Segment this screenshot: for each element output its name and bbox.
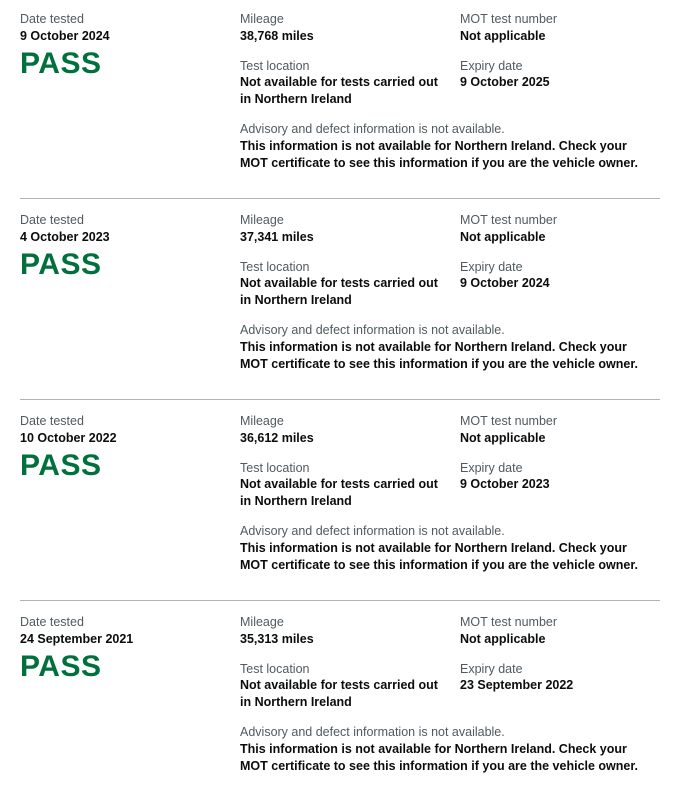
- test-result: PASS: [20, 650, 102, 683]
- mot-test-number-value: Not applicable: [460, 431, 546, 445]
- mileage-label: Mileage: [240, 615, 284, 629]
- expiry-date-value: 23 September 2022: [460, 678, 574, 692]
- date-tested-value: 10 October 2022: [20, 431, 117, 445]
- record-divider: [20, 198, 660, 199]
- test-result: PASS: [20, 47, 102, 80]
- date-tested-value: 4 October 2023: [20, 230, 110, 244]
- expiry-date-label: Expiry date: [460, 59, 523, 73]
- mileage-value: 35,313 miles: [240, 632, 314, 646]
- mot-test-number-label: MOT test number: [460, 213, 558, 227]
- advisory-note: Advisory and defect information is not available.: [240, 122, 505, 136]
- mot-test-number-value: Not applicable: [460, 632, 546, 646]
- test-result: PASS: [20, 449, 102, 482]
- mileage-value: 36,612 miles: [240, 431, 314, 445]
- date-tested-label: Date tested: [20, 12, 84, 26]
- test-location-value: Not available for tests carried out in Northern Ireland: [240, 75, 438, 106]
- mot-test-number-label: MOT test number: [460, 414, 558, 428]
- expiry-date-label: Expiry date: [460, 461, 523, 475]
- date-tested-label: Date tested: [20, 615, 84, 629]
- northern-ireland-info-note: This information is not available for Northern Ireland. Check your MOT certificate to see this information if you are the vehicle owner.: [240, 541, 639, 572]
- mileage-label: Mileage: [240, 414, 284, 428]
- mot-test-number-value: Not applicable: [460, 230, 546, 244]
- date-tested-value: 24 September 2021: [20, 632, 134, 646]
- mot-test-record: [0, 201, 682, 402]
- date-tested-label: Date tested: [20, 213, 84, 227]
- test-location-label: Test location: [240, 461, 310, 475]
- test-location-value: Not available for tests carried out in Northern Ireland: [240, 678, 438, 709]
- test-result: PASS: [20, 248, 102, 281]
- expiry-date-label: Expiry date: [460, 260, 523, 274]
- mot-test-record: [0, 0, 682, 201]
- date-tested-value: 9 October 2024: [20, 29, 110, 43]
- advisory-note: Advisory and defect information is not available.: [240, 323, 505, 337]
- mot-test-number-value: Not applicable: [460, 29, 546, 43]
- expiry-date-value: 9 October 2023: [460, 477, 550, 491]
- mileage-value: 37,341 miles: [240, 230, 314, 244]
- northern-ireland-info-note: This information is not available for Northern Ireland. Check your MOT certificate to see this information if you are the vehicle owner.: [240, 742, 639, 773]
- advisory-note: Advisory and defect information is not available.: [240, 725, 505, 739]
- mileage-value: 38,768 miles: [240, 29, 314, 43]
- record-divider: [20, 399, 660, 400]
- test-location-label: Test location: [240, 662, 310, 676]
- test-location-value: Not available for tests carried out in Northern Ireland: [240, 276, 438, 307]
- northern-ireland-info-note: This information is not available for Northern Ireland. Check your MOT certificate to see this information if you are the vehicle owner.: [240, 139, 639, 170]
- date-tested-label: Date tested: [20, 414, 84, 428]
- expiry-date-value: 9 October 2024: [460, 276, 550, 290]
- mileage-label: Mileage: [240, 213, 284, 227]
- mot-test-record: [0, 603, 682, 804]
- northern-ireland-info-note: This information is not available for Northern Ireland. Check your MOT certificate to see this information if you are the vehicle owner.: [240, 340, 639, 371]
- mot-test-number-label: MOT test number: [460, 12, 558, 26]
- test-location-value: Not available for tests carried out in Northern Ireland: [240, 477, 438, 508]
- expiry-date-value: 9 October 2025: [460, 75, 550, 89]
- expiry-date-label: Expiry date: [460, 662, 523, 676]
- record-divider: [20, 600, 660, 601]
- mileage-label: Mileage: [240, 12, 284, 26]
- test-location-label: Test location: [240, 59, 310, 73]
- mot-test-record: [0, 402, 682, 603]
- mot-test-number-label: MOT test number: [460, 615, 558, 629]
- test-location-label: Test location: [240, 260, 310, 274]
- advisory-note: Advisory and defect information is not available.: [240, 524, 505, 538]
